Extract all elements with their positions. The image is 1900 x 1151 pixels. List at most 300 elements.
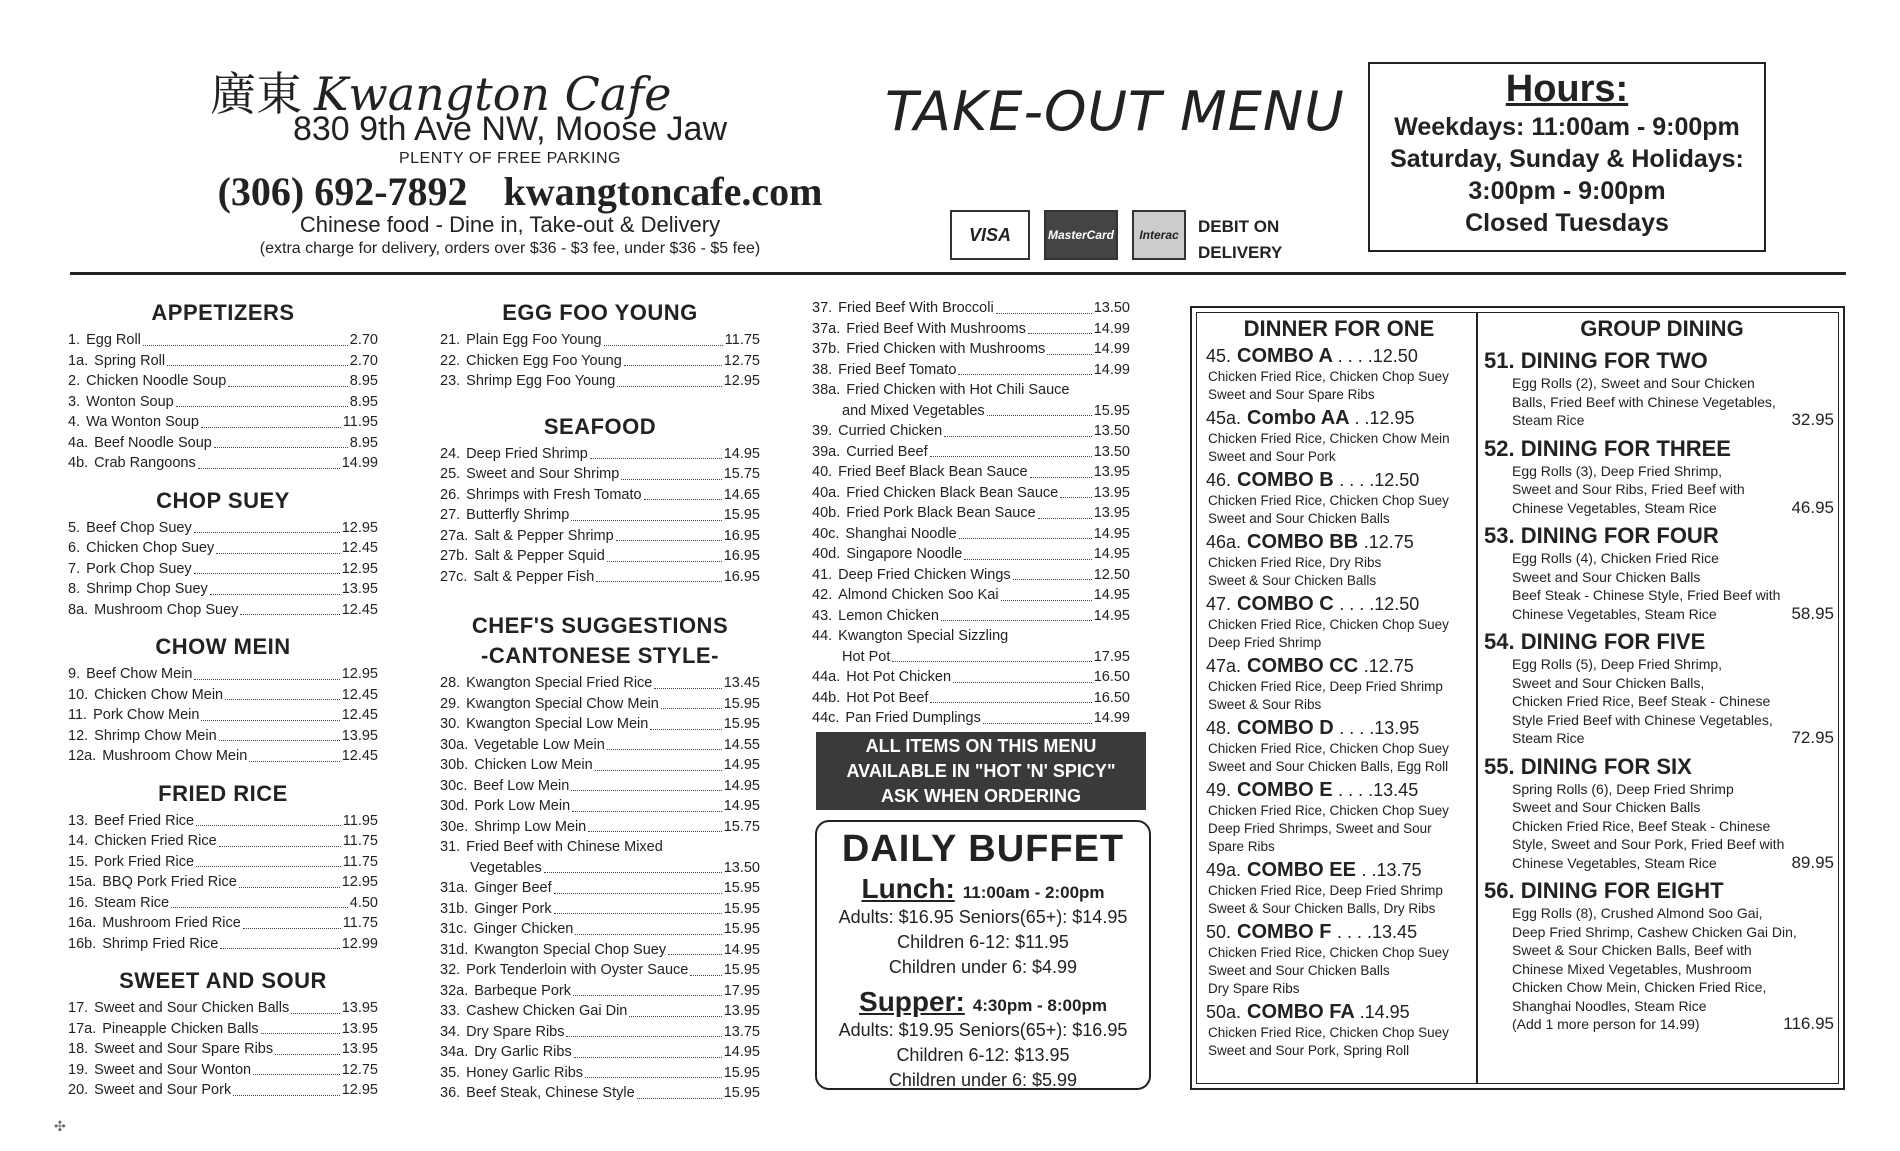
combo-description: Chicken Fried Rice, Deep Fried Shrimp — [1208, 883, 1443, 898]
chef-list — [440, 673, 760, 1104]
item-number: 44. — [812, 628, 833, 644]
dot-leader — [194, 559, 340, 575]
item-number: 24. — [440, 445, 461, 462]
group-description-line: Chicken Fried Rice, Beef Steak - Chinese — [1512, 817, 1771, 834]
item-number: 23. — [440, 373, 461, 389]
item-name: Salt & Pepper Squid — [474, 548, 605, 564]
item-price: 15.95 — [723, 695, 760, 712]
item-number: 44b. — [812, 689, 841, 706]
group-description-line: Spring Rolls (6), Deep Fried Shrimp — [1512, 780, 1734, 797]
item-number: 40c. — [812, 525, 840, 542]
menu-item — [440, 1063, 760, 1084]
item-price: 15.95 — [723, 880, 760, 896]
item-number: 41. — [812, 566, 833, 583]
item-name: Mushroom Chop Suey — [94, 601, 239, 618]
menu-item — [68, 330, 378, 351]
item-price: 12.45 — [341, 748, 378, 764]
item-name: Chicken Low Mein — [474, 757, 593, 773]
group-description-line: Sweet and Sour Ribs, Fried Beef with — [1512, 481, 1745, 497]
menu-item — [812, 503, 1130, 524]
item-number: 37. — [812, 300, 833, 316]
item-name: Deep Fried Shrimp — [466, 445, 588, 462]
menu-item — [440, 526, 760, 547]
chow-mein-list — [68, 664, 378, 767]
item-price: 17.95 — [1093, 648, 1130, 665]
menu-item — [440, 714, 760, 735]
group-description-line: Style, Sweet and Sour Pork, Fried Beef with — [1512, 836, 1785, 852]
services-line: Chinese food - Dine in, Take-out & Delivery — [299, 212, 721, 237]
combo-heading — [1206, 779, 1472, 802]
group-description-line: Egg Rolls (3), Deep Fried Shrimp, — [1512, 462, 1723, 479]
item-number: 13. — [68, 812, 89, 829]
item-price: 16.50 — [1093, 689, 1130, 706]
item-name: Beef Fried Rice — [94, 812, 195, 829]
item-number: 16b. — [68, 935, 97, 952]
item-number: 11. — [68, 707, 88, 723]
item-price: 14.95 — [723, 445, 760, 462]
group-item — [1484, 629, 1840, 748]
item-name: Dry Garlic Ribs — [474, 1044, 572, 1060]
group-number: 51. — [1484, 348, 1515, 373]
item-name: Kwangton Special Sizzling — [838, 628, 1009, 644]
item-number: 8. — [68, 581, 81, 597]
buffet-price-line: Children under 6: $5.99 — [888, 1070, 1078, 1090]
item-name: Fried Pork Black Bean Sauce — [846, 505, 1036, 521]
item-name: Salt & Pepper Fish — [473, 568, 595, 585]
item-name: Hot Pot Beef — [846, 689, 929, 706]
group-name: DINING FOR FIVE — [1520, 629, 1706, 654]
menu-item — [440, 796, 760, 817]
delivery-note: (extra charge for delivery, orders over $36 - $3 fee, under $36 - $5 fee) — [259, 240, 761, 257]
item-number: 28. — [440, 675, 461, 691]
combo-description: Spare Ribs — [1208, 839, 1275, 854]
combo-heading — [1206, 921, 1472, 944]
item-number: 4b. — [68, 455, 89, 471]
item-price: 15.95 — [723, 900, 760, 917]
item-price: 14.95 — [1093, 546, 1130, 562]
item-price: 14.95 — [723, 1044, 760, 1060]
menu-item — [812, 524, 1130, 545]
group-price: 89.95 — [1791, 852, 1834, 872]
combo-divider — [1476, 312, 1478, 1084]
combo-list — [1206, 345, 1472, 1060]
item-price: 13.95 — [341, 1000, 378, 1016]
group-name: DINING FOR FOUR — [1520, 523, 1719, 548]
group-name: DINING FOR TWO — [1520, 348, 1708, 373]
item-number: 43. — [812, 607, 833, 624]
item-name: Chicken Egg Foo Young — [466, 352, 622, 369]
group-price: 32.95 — [1791, 410, 1834, 429]
header-divider — [70, 272, 1846, 275]
item-price: 2.70 — [349, 332, 378, 348]
dot-leader — [959, 524, 1092, 540]
item-number: 26. — [440, 486, 461, 503]
menu-item — [812, 708, 1130, 729]
item-number: 36. — [440, 1085, 461, 1101]
group-description — [1484, 904, 1840, 1034]
item-name: Egg Roll — [86, 332, 141, 348]
item-number: 30b. — [440, 757, 469, 773]
combo-description: Deep Fried Shrimps, Sweet and Sour — [1208, 821, 1432, 836]
seafood-list — [440, 444, 760, 588]
item-name: Fried Beef Tomato — [838, 361, 957, 378]
menu-item — [812, 647, 1130, 668]
item-name: Pork Fried Rice — [94, 853, 195, 870]
item-price: 14.65 — [723, 486, 760, 503]
item-number: 5. — [68, 519, 81, 536]
dot-leader — [219, 726, 340, 742]
item-price: 12.99 — [341, 935, 378, 952]
menu-item — [68, 453, 378, 474]
item-name: Pork Tenderloin with Oyster Sauce — [466, 962, 689, 978]
menu-item — [812, 319, 1130, 340]
item-number: 15a. — [68, 874, 97, 890]
combo-heading — [1206, 531, 1472, 554]
combo-item — [1206, 1001, 1472, 1060]
item-name: Kwangton Special Chop Suey — [474, 941, 667, 958]
mastercard-icon: MasterCard — [1044, 210, 1118, 260]
dot-leader — [964, 544, 1091, 560]
debit-line-1: DEBIT ON — [1198, 217, 1280, 236]
combo-item — [1206, 593, 1472, 652]
item-name: Salt & Pepper Shrimp — [474, 527, 614, 544]
dot-leader — [220, 934, 339, 950]
chinese-name: 廣東 — [210, 67, 302, 121]
dot-leader — [616, 526, 722, 542]
item-price: 12.45 — [341, 540, 378, 556]
item-price: 14.95 — [1093, 607, 1130, 624]
item-price: 12.75 — [723, 352, 760, 369]
menu-item — [68, 538, 378, 559]
section-title: EGG FOO YOUNG — [502, 300, 698, 325]
payment-cards — [950, 210, 1186, 260]
item-price: 15.95 — [723, 507, 760, 523]
dot-leader — [575, 919, 721, 935]
item-name: Butterfly Shrimp — [466, 507, 570, 523]
dot-leader — [210, 579, 340, 595]
menu-item — [812, 585, 1130, 606]
dot-leader — [629, 1001, 721, 1017]
item-number: 12a. — [68, 748, 97, 764]
item-number: 34. — [440, 1023, 461, 1040]
item-name: Beef Steak, Chinese Style — [466, 1085, 635, 1101]
menu-item — [68, 559, 378, 580]
combo-name: COMBO CC — [1247, 655, 1359, 677]
item-number: 27c. — [440, 568, 468, 585]
buffet-title: DAILY BUFFET — [841, 828, 1125, 870]
item-price: 11.95 — [342, 812, 378, 829]
item-name: Ginger Beef — [474, 880, 552, 896]
group-list — [1484, 348, 1840, 1034]
hours-line: Saturday, Sunday & Holidays: — [1390, 145, 1744, 173]
menu-item — [440, 899, 760, 920]
menu-item — [68, 872, 378, 893]
menu-column-3 — [812, 298, 1130, 729]
dot-leader — [291, 998, 339, 1014]
combo-heading — [1206, 655, 1472, 678]
item-name: Curried Beef — [846, 443, 928, 460]
item-number: 27b. — [440, 548, 469, 564]
group-name: DINING FOR SIX — [1520, 753, 1692, 779]
phone-number[interactable]: (306) 692-7892 — [217, 169, 468, 214]
combo-description: Sweet and Sour Pork — [1208, 449, 1336, 464]
combo-number: 49. — [1206, 780, 1232, 800]
item-price: 14.99 — [1093, 710, 1130, 726]
menu-item — [812, 606, 1130, 627]
item-name: Vegetables — [470, 859, 542, 876]
group-number: 55. — [1484, 753, 1515, 779]
item-name: Hot Pot — [842, 648, 891, 665]
item-number: 14. — [68, 833, 89, 849]
buffet-price-line: Children 6-12: $11.95 — [897, 932, 1069, 952]
item-number: 30d. — [440, 798, 469, 814]
combo-price: .12.75 — [1363, 656, 1414, 676]
item-number: 3. — [68, 393, 81, 410]
item-name: Wa Wonton Soup — [86, 414, 199, 430]
item-name: and Mixed Vegetables — [842, 402, 985, 419]
dot-leader — [621, 464, 721, 480]
item-name: Plain Egg Foo Young — [466, 332, 602, 348]
item-number: 35. — [440, 1064, 461, 1081]
group-description-line: Egg Rolls (4), Chicken Fried Rice — [1512, 550, 1719, 566]
dot-leader — [668, 940, 722, 956]
combo-item — [1206, 859, 1472, 918]
item-price: 15.75 — [723, 818, 760, 835]
dot-leader — [253, 1060, 340, 1076]
address: 830 9th Ave NW, Moose Jaw — [292, 110, 728, 148]
combo-price: . .12.95 — [1354, 408, 1415, 428]
item-name: Shrimp Fried Rice — [102, 935, 219, 952]
item-name: Chicken Fried Rice — [94, 833, 217, 849]
item-price: 13.95 — [1093, 464, 1130, 480]
combo-item — [1206, 345, 1472, 404]
combo-number: 49a. — [1206, 860, 1242, 880]
item-number: 16a. — [68, 915, 97, 931]
chop-suey-list — [68, 518, 378, 621]
menu-item — [68, 913, 378, 934]
dot-leader — [1030, 462, 1092, 478]
item-name: Sweet and Sour Chicken Balls — [94, 1000, 290, 1016]
combo-description: Chicken Fried Rice, Deep Fried Shrimp — [1208, 679, 1443, 694]
dot-leader — [644, 485, 722, 501]
item-number: 38. — [812, 361, 833, 378]
menu-item — [68, 852, 378, 873]
item-price: 14.95 — [723, 941, 760, 958]
menu-item — [68, 1060, 378, 1081]
item-price: 13.50 — [1093, 443, 1130, 460]
dot-leader — [554, 878, 722, 894]
dot-leader — [544, 858, 722, 874]
menu-item — [68, 600, 378, 621]
item-price: 13.95 — [341, 727, 378, 744]
menu-item — [812, 298, 1130, 319]
dot-leader — [1013, 565, 1092, 581]
section-title: SEAFOOD — [543, 413, 657, 439]
section-title: FRIED RICE — [158, 780, 288, 806]
item-price: 8.95 — [349, 393, 378, 410]
combo-name: COMBO E — [1237, 779, 1333, 801]
item-price: 11.95 — [342, 414, 378, 430]
dot-leader — [240, 600, 339, 616]
item-name: Sweet and Sour Pork — [94, 1082, 232, 1098]
combo-name: COMBO BB — [1247, 531, 1359, 553]
section-title: CHEF'S SUGGESTIONS — [471, 613, 729, 638]
item-number: 7. — [68, 560, 81, 577]
group-heading — [1484, 348, 1840, 374]
dot-leader — [201, 412, 341, 428]
combo-name: COMBO C — [1237, 593, 1334, 615]
item-name: Sweet and Sour Wonton — [94, 1061, 252, 1078]
item-price: 14.95 — [723, 798, 760, 814]
menu-item — [440, 1022, 760, 1043]
item-number: 39. — [812, 423, 833, 439]
dot-leader — [996, 298, 1092, 314]
group-description-line: Sweet and Sour Chicken Balls — [1512, 568, 1701, 585]
item-price: 15.95 — [1093, 402, 1130, 419]
group-description-line: Chinese Vegetables, Steam Rice — [1512, 854, 1717, 871]
group-price: 58.95 — [1791, 603, 1834, 623]
menu-item — [68, 579, 378, 600]
dot-leader — [261, 1019, 340, 1035]
group-description-line: Egg Rolls (5), Deep Fried Shrimp, — [1512, 656, 1723, 672]
website-link[interactable]: kwangtoncafe.com — [503, 169, 823, 214]
combo-description: Sweet and Sour Pork, Spring Roll — [1208, 1043, 1410, 1058]
menu-column-2 — [440, 286, 760, 1104]
item-number: 9. — [68, 666, 81, 682]
menu-column-1 — [68, 286, 378, 1101]
dot-leader — [196, 852, 341, 868]
menu-item — [812, 401, 1130, 422]
dot-leader — [607, 735, 722, 751]
combo-description: Chicken Fried Rice, Chicken Chop Suey — [1208, 803, 1449, 818]
item-number: 12. — [68, 727, 89, 744]
menu-item — [440, 505, 760, 526]
item-name: Barbeque Pork — [474, 982, 571, 999]
menu-item — [440, 351, 760, 372]
menu-item — [812, 688, 1130, 709]
menu-item — [812, 360, 1130, 381]
dot-leader — [171, 893, 348, 909]
item-price: 12.45 — [341, 686, 378, 703]
item-price: 16.95 — [723, 548, 760, 564]
item-price: 8.95 — [349, 373, 378, 389]
dot-leader — [930, 688, 1091, 704]
item-number: 1. — [68, 332, 81, 348]
menu-item — [68, 811, 378, 832]
combo-item — [1206, 655, 1472, 714]
dot-leader — [596, 567, 721, 583]
dot-leader — [243, 913, 341, 929]
item-price: 12.95 — [723, 373, 760, 389]
visa-card-icon: VISA — [950, 210, 1030, 260]
combo-name: COMBO D — [1237, 717, 1334, 739]
item-name: Singapore Noodle — [846, 546, 963, 562]
fried-rice-list — [68, 811, 378, 955]
group-item — [1484, 436, 1840, 518]
group-heading — [1484, 436, 1840, 462]
item-price: 15.75 — [723, 466, 760, 482]
item-name: Chicken Noodle Soup — [86, 373, 227, 389]
item-name: Honey Garlic Ribs — [466, 1064, 584, 1081]
group-number: 56. — [1484, 878, 1515, 903]
dot-leader — [953, 667, 1092, 683]
combo-description: Sweet and Sour Chicken Balls — [1208, 963, 1390, 978]
supper-time: 4:30pm - 8:00pm — [972, 996, 1107, 1015]
item-name: Crab Rangoons — [94, 455, 196, 471]
dot-leader — [216, 538, 339, 554]
group-number: 53. — [1484, 523, 1515, 548]
item-number: 30. — [440, 716, 461, 732]
debit-note — [1198, 214, 1282, 266]
dot-leader — [983, 708, 1092, 724]
spicy-line: AVAILABLE IN "HOT 'N' SPICY" — [846, 761, 1116, 781]
contact-line — [205, 168, 835, 215]
dot-leader — [571, 505, 721, 521]
item-name: Shrimp Chow Mein — [94, 727, 217, 744]
hours-title: Hours: — [1505, 68, 1629, 110]
menu-item — [440, 837, 760, 858]
item-name: Shrimp Chop Suey — [86, 581, 208, 597]
dot-leader — [588, 817, 721, 833]
group-description-line: Egg Rolls (8), Crushed Almond Soo Gai, — [1512, 905, 1763, 921]
combo-price: . . . .12.50 — [1339, 470, 1420, 490]
item-price: 14.99 — [1093, 361, 1130, 378]
item-price: 12.95 — [341, 1082, 378, 1098]
item-number: 44a. — [812, 669, 841, 685]
supper-label: Supper: — [859, 986, 965, 1017]
item-price: 15.95 — [723, 716, 760, 732]
combo-description: Chicken Fried Rice, Chicken Chop Suey — [1208, 945, 1449, 960]
item-price: 14.95 — [723, 777, 760, 794]
menu-item — [68, 1019, 378, 1040]
menu-item — [440, 776, 760, 797]
item-number: 1a. — [68, 352, 89, 369]
menu-item — [812, 462, 1130, 483]
dot-leader — [554, 899, 722, 915]
menu-item — [440, 546, 760, 567]
dot-leader — [225, 685, 340, 701]
menu-item — [440, 1001, 760, 1022]
menu-item — [68, 685, 378, 706]
interac-icon: Interac — [1132, 210, 1186, 260]
item-number: 37a. — [812, 320, 841, 337]
menu-item — [68, 518, 378, 539]
buffet-price-line: Adults: $16.95 Seniors(65+): $14.95 — [838, 907, 1128, 927]
hours-line: Closed Tuesdays — [1465, 209, 1669, 237]
group-description-line: Style Fried Beef with Chinese Vegetables, — [1512, 711, 1773, 728]
combo-name: COMBO EE — [1247, 859, 1356, 881]
item-number: 27. — [440, 507, 461, 523]
menu-title: TAKE-OUT MENU — [885, 80, 1345, 143]
menu-item — [812, 483, 1130, 504]
item-name: Fried Beef With Mushrooms — [846, 320, 1026, 337]
item-price: 12.45 — [341, 707, 378, 723]
sweet-sour-list — [68, 998, 378, 1101]
menu-item — [812, 667, 1130, 688]
dot-leader — [201, 705, 339, 721]
item-name: Deep Fried Chicken Wings — [838, 566, 1011, 583]
combo-name: COMBO FA — [1247, 1001, 1355, 1023]
menu-item — [440, 981, 760, 1002]
combo-number: 47a. — [1206, 656, 1242, 676]
item-price: 13.95 — [341, 1020, 378, 1037]
buffet-price-line: Children under 6: $4.99 — [888, 957, 1078, 977]
item-number: 20. — [68, 1082, 89, 1098]
menu-item — [68, 746, 378, 767]
item-number: 2. — [68, 373, 81, 389]
item-name: Fried Chicken with Hot Chili Sauce — [846, 382, 1070, 398]
menu-item — [440, 673, 760, 694]
